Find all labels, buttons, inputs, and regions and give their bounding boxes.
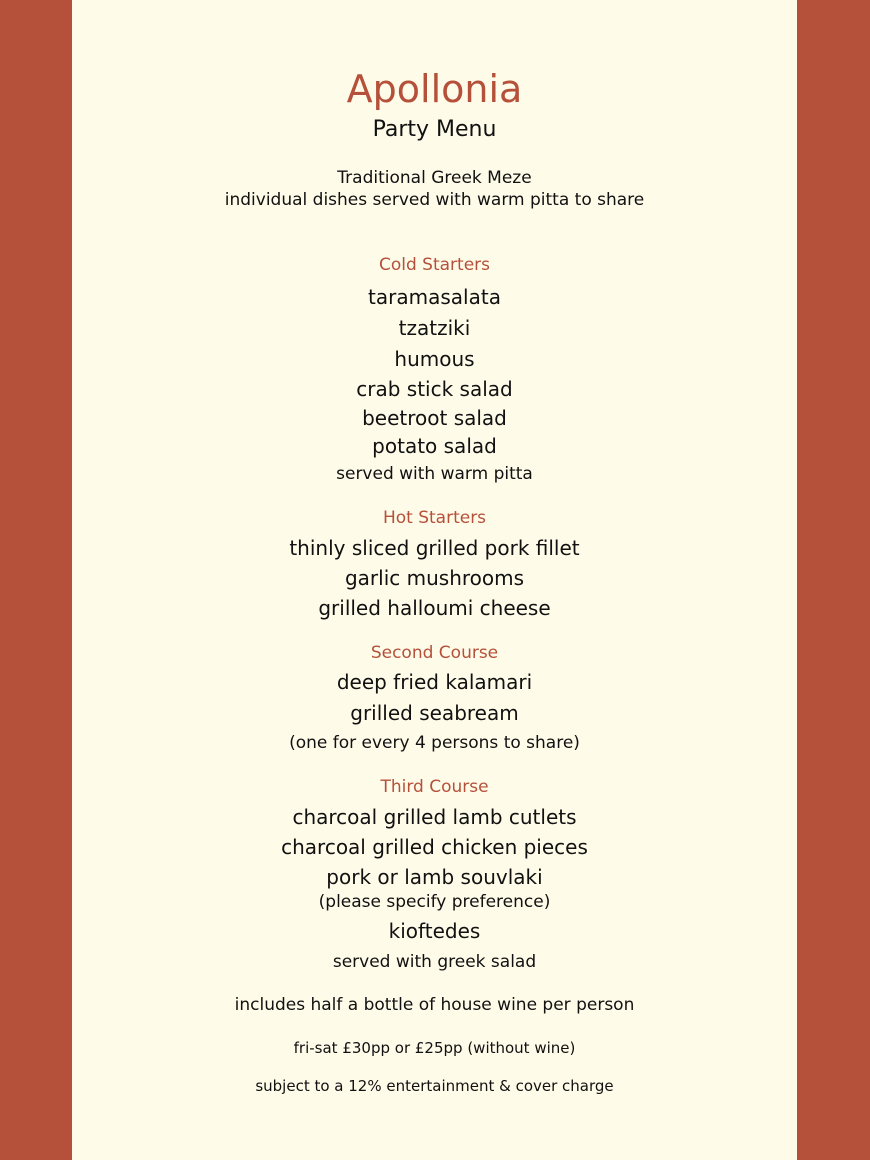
section-heading-cold-starters: Cold Starters	[378, 255, 491, 275]
restaurant-name: Apollonia	[346, 67, 523, 111]
menu-subtitle: Party Menu	[372, 117, 497, 142]
menu-item: crab stick salad	[356, 377, 513, 401]
menu-item: charcoal grilled chicken pieces	[281, 835, 588, 859]
section-note: (one for every 4 persons to share)	[289, 733, 580, 753]
menu-item: garlic mushrooms	[344, 566, 525, 590]
section-note: served with warm pitta	[336, 464, 533, 484]
menu-item: deep fried kalamari	[336, 670, 533, 694]
intro-line: individual dishes served with warm pitta to share	[224, 190, 645, 210]
price-note: fri-sat £30pp or £25pp (without wine)	[293, 1039, 576, 1057]
section-heading-second-course: Second Course	[370, 643, 499, 663]
item-note: (please specify preference)	[318, 892, 551, 912]
wine-note: includes half a bottle of house wine per person	[234, 995, 635, 1015]
menu-page	[72, 0, 797, 1160]
menu-item: tzatziki	[398, 316, 471, 340]
section-heading-hot-starters: Hot Starters	[382, 508, 487, 528]
right-border	[797, 0, 870, 1160]
menu-item: beetroot salad	[362, 406, 507, 430]
intro-line: Traditional Greek Meze	[337, 168, 532, 188]
menu-item: thinly sliced grilled pork fillet	[289, 536, 580, 560]
section-note: served with greek salad	[332, 952, 537, 972]
left-border	[0, 0, 72, 1160]
menu-item: humous	[394, 347, 475, 371]
charge-note: subject to a 12% entertainment & cover charge	[255, 1077, 614, 1095]
menu-item: charcoal grilled lamb cutlets	[292, 805, 577, 829]
menu-item: grilled halloumi cheese	[318, 596, 551, 620]
section-heading-third-course: Third Course	[380, 777, 489, 797]
menu-item: pork or lamb souvlaki	[326, 865, 543, 889]
menu-item: potato salad	[372, 434, 497, 458]
menu-item: grilled seabream	[350, 701, 519, 725]
menu-item: kioftedes	[388, 919, 481, 943]
menu-item: taramasalata	[368, 285, 501, 309]
